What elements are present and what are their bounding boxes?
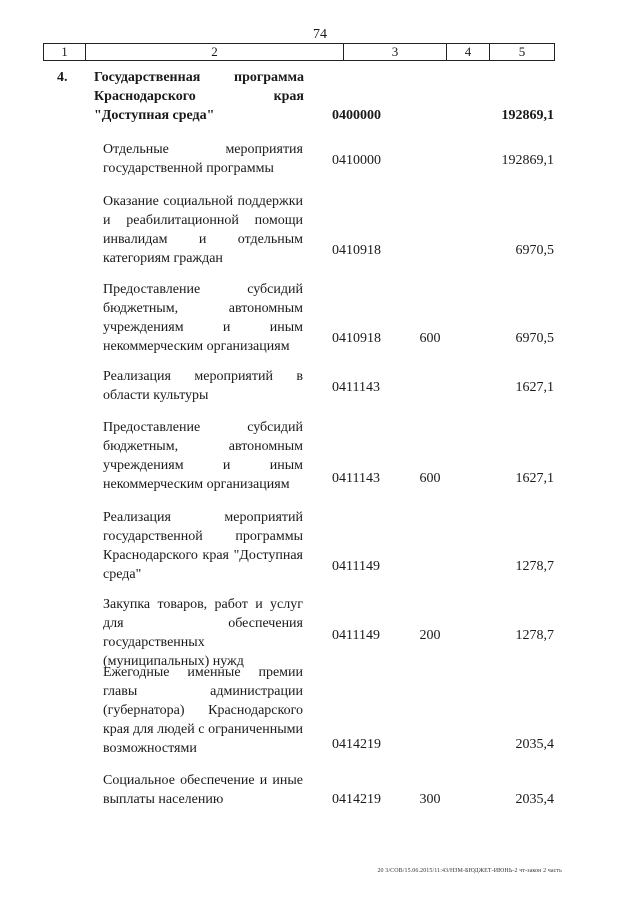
column-header-4: 4 — [447, 44, 490, 60]
row-code: 0411143 — [332, 471, 380, 486]
column-header-1: 1 — [44, 44, 86, 60]
row-code: 0400000 — [332, 108, 381, 123]
row-amount: 192869,1 — [501, 108, 554, 123]
row-name: Реализация мероприятий государственной программы Краснодарского края "Доступная среда" — [103, 510, 303, 582]
row-amount: 1278,7 — [515, 559, 554, 574]
row-code: 0414219 — [332, 737, 381, 752]
row-name: Закупка товаров, работ и услуг для обеспечения государственных (муниципальных) нужд — [103, 597, 303, 669]
row-name: Ежегодные именные премии главы администрации (губернатора) Краснодарского края для людей с ограниченными возможностями — [103, 665, 303, 756]
row-kind: 300 — [419, 792, 441, 807]
row-amount: 1627,1 — [515, 471, 554, 486]
row-name: Предоставление субсидий бюджетным, автономным учреждениям и иным некоммерческим организациям — [103, 282, 303, 354]
row-code: 0410918 — [332, 331, 381, 346]
row-name: Предоставление субсидий бюджетным, автономным учреждениям и иным некоммерческим организациям — [103, 420, 303, 492]
column-header-3: 3 — [344, 44, 447, 60]
row-amount: 2035,4 — [515, 737, 554, 752]
page-number: 74 — [313, 27, 327, 42]
row-amount: 1278,7 — [515, 628, 554, 643]
row-code: 0410918 — [332, 243, 381, 258]
row-code: 0410000 — [332, 153, 381, 168]
row-amount: 2035,4 — [515, 792, 554, 807]
row-name: Отдельные мероприятия государственной программы — [103, 142, 303, 176]
row-code: 0411149 — [332, 628, 380, 643]
column-header-5: 5 — [518, 44, 526, 59]
row-number: 4. — [57, 70, 68, 85]
row-kind: 600 — [419, 471, 441, 486]
row-kind: 200 — [419, 628, 441, 643]
row-code: 0411143 — [332, 380, 380, 395]
column-header-2: 2 — [86, 44, 344, 60]
row-code: 0411149 — [332, 559, 380, 574]
column-header-row — [43, 43, 555, 61]
row-amount: 6970,5 — [515, 331, 554, 346]
row-code: 0414219 — [332, 792, 381, 807]
row-kind: 600 — [419, 331, 441, 346]
row-amount: 192869,1 — [501, 153, 554, 168]
row-name: Государственная программа Краснодарского края "Доступная среда" — [94, 70, 304, 123]
document-footer: 20 3/СОВ/15.06.2015/11:43/НЗМ-БЮДЖЕТ-ИЮНЬ-2 чт-закон 2 часть — [377, 868, 562, 874]
row-name: Социальное обеспечение и иные выплаты населению — [103, 773, 303, 807]
row-amount: 1627,1 — [515, 380, 554, 395]
row-name: Оказание социальной поддержки и реабилитационной помощи инвалидам и отдельным категориям граждан — [103, 194, 303, 266]
row-amount: 6970,5 — [515, 243, 554, 258]
row-name: Реализация мероприятий в области культуры — [103, 369, 303, 403]
